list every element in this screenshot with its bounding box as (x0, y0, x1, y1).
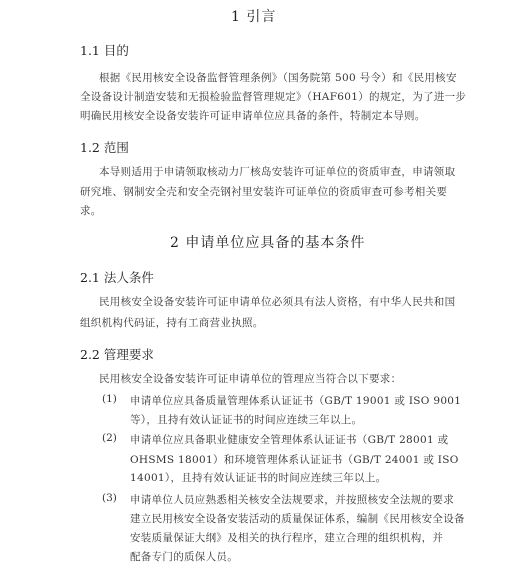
paragraph-line: 全设备设计制造安装和无损检验监督管理规定》（HAF601）的规定，为了进一步 (80, 91, 467, 103)
list-item-line: 申请单位人员应熟悉相关核安全法规要求，并按照核安全法规的要求 (130, 494, 454, 506)
paragraph-line: 本导则适用于申请领取核动力厂核岛安装许可证单位的资质审查，申请领取 (99, 166, 456, 178)
subsection-1-2-heading: 1.2 范围 (80, 140, 129, 155)
section-2-heading: 2 申请单位应具备的基本条件 (170, 235, 366, 251)
list-item-number: (1) (102, 393, 117, 405)
paragraph-line: 民用核安全设备安装许可证申请单位必须具有法人资格，有中华人民共和国 (99, 296, 456, 308)
paragraph-line: 求。 (80, 205, 102, 217)
list-item-line: 建立民用核安全设备安装活动的质量保证体系，编制《民用核安全设备 (130, 513, 465, 525)
list-item-line: 申请单位应具备质量管理体系认证证书（GB/T 19001 或 ISO 9001 (130, 395, 462, 407)
paragraph-line: 组织机构代码证，持有工商营业执照。 (80, 317, 264, 329)
list-item-number: (2) (102, 432, 117, 444)
list-item-line: 等），且持有效认证证书的时间应连续三年以上。 (130, 414, 363, 426)
paragraph-intro: 民用核安全设备安装许可证申请单位的管理应当符合以下要求： (99, 373, 402, 385)
list-item-line: 申请单位应具备职业健康安全管理体系认证证书（GB/T 28001 或 (130, 434, 449, 446)
paragraph-line: 明确民用核安全设备安装许可证申请单位应具备的条件，特制定本导则。 (80, 110, 426, 122)
list-item-line: 安装质量保证大纲》及相关的执行程序，建立合理的组织机构，并 (130, 532, 444, 544)
list-item-line: 14001），且持有效认证证书的时间应连续三年以上。 (130, 472, 387, 484)
list-item-line: 配备专门的质保人员。 (130, 551, 238, 563)
list-item-number: (3) (102, 492, 117, 504)
paragraph-line: 根据《民用核安全设备监督管理条例》（国务院第 500 号令）和《民用核安 (99, 72, 457, 84)
subsection-2-2-heading: 2.2 管理要求 (80, 347, 154, 362)
section-1-heading: 1 引言 (231, 9, 277, 25)
paragraph-line: 研究堆、钢制安全壳和安全壳钢衬里安装许可证单位的资质审查可参考相关要 (80, 186, 448, 198)
list-item-line: OHSMS 18001）和环境管理体系认证证书（GB/T 24001 或 ISO (130, 454, 459, 466)
subsection-1-1-heading: 1.1 目的 (80, 43, 129, 58)
subsection-2-1-heading: 2.1 法人条件 (80, 270, 154, 285)
